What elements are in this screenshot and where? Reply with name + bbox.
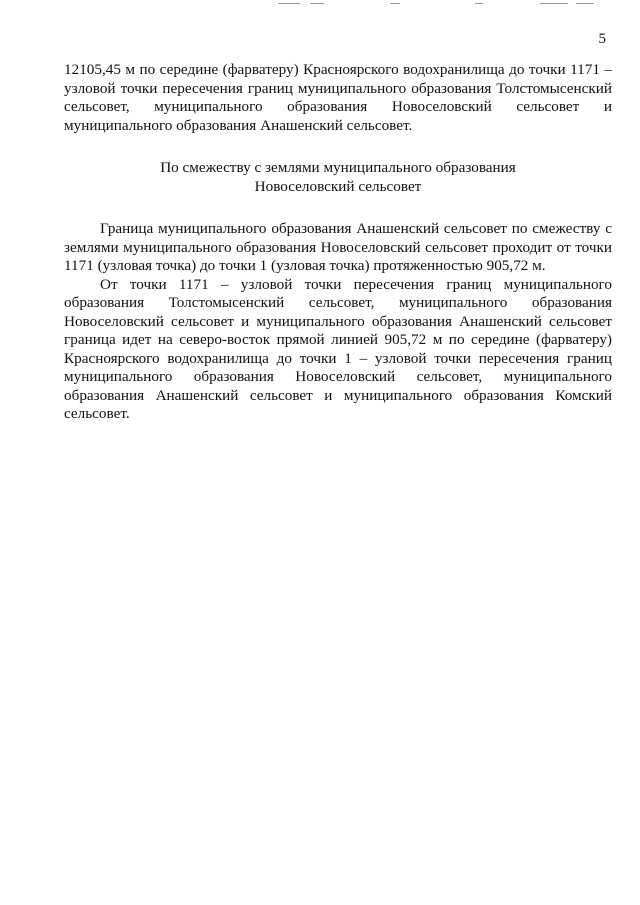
- section-heading: [64, 159, 612, 196]
- paragraph-continuation: 12105,45 м по середине (фарватеру) Красноярского водохранилища до точки 1171 – узловой точки пересечения границ муниципального образования Толстомысенский сельсовет, муниципального образования Новоселовский сельсовет и муниципального образования Анашенский сельсовет.: [64, 61, 612, 134]
- paragraph-boundary-summary: Граница муниципального образования Анашенский сельсовет по смежеству с землями муниципального образования Новоселовский сельсовет проходит от точки 1171 (узловая точка) до точки 1 (узловая точка) протяженностью 905,72 м.: [64, 220, 612, 274]
- section-heading-line-1: По смежеству с землями муниципального образования: [160, 159, 516, 176]
- section-heading-line-2: Новоселовский сельсовет: [254, 177, 422, 195]
- page-number: 5: [598, 31, 606, 47]
- document-body: [64, 61, 612, 424]
- paragraph-boundary-description: От точки 1171 – узловой точки пересечения границ муниципального образования Толстомысенский сельсовет, муниципального образования Новоселовский сельсовет и муниципального образования Анашенский сельсовет граница идет на северо-восток прямой линией 905,72 м по середине (фарватеру) Красноярского водохранилища до точки 1 – узловой точки пересечения границ муниципального образования Новоселовский сельсовет, муниципального образования Анашенский сельсовет и муниципального образования Комский сельсовет.: [64, 275, 612, 422]
- scan-artifact-marks: [270, 0, 600, 8]
